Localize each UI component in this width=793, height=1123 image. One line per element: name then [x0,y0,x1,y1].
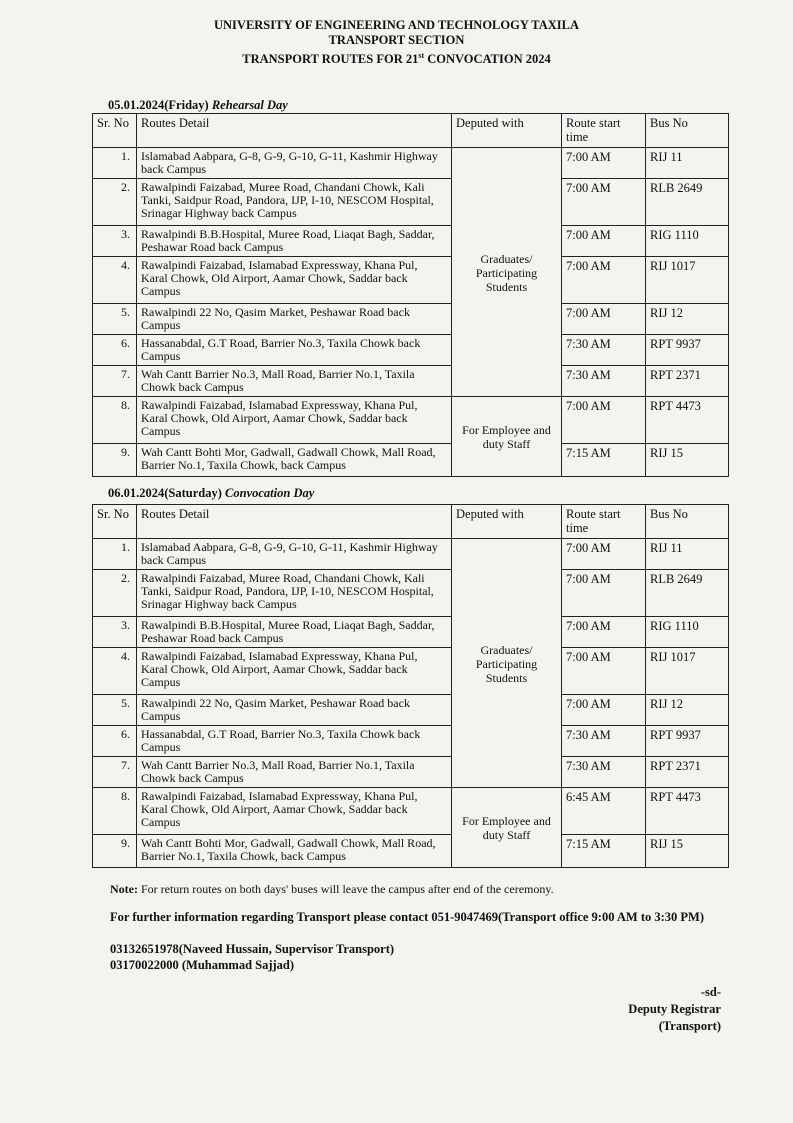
bus-number: RIJ 11 [646,539,729,570]
bus-number: RIG 1110 [646,226,729,257]
route-start-time: 7:00 AM [562,397,646,444]
route-start-time: 7:30 AM [562,726,646,757]
col-bus: Bus No [646,505,729,539]
day1-date: 05.01.2024(Friday) [108,98,209,112]
day1-routes-table [92,113,729,477]
route-start-time: 7:00 AM [562,539,646,570]
bus-number: RPT 2371 [646,366,729,397]
deputed-staff: For Employee and duty Staff [452,788,562,868]
route-serial: 9. [93,444,137,477]
route-detail: Wah Cantt Bohti Mor, Gadwall, Gadwall Chowk, Mall Road, Barrier No.1, Taxila Chowk, back Campus [137,444,452,477]
document-title: TRANSPORT ROUTES FOR 21st CONVOCATION 2024 [242,51,551,67]
day2-label: Convocation Day [225,486,315,500]
return-note [110,882,554,897]
bus-number: RPT 4473 [646,397,729,444]
col-start-time: Route start time [562,505,646,539]
route-detail: Rawalpindi B.B.Hospital, Muree Road, Liaqat Bagh, Saddar, Peshawar Road back Campus [137,617,452,648]
route-serial: 2. [93,179,137,226]
route-start-time: 7:15 AM [562,835,646,868]
contact-sajjad: 03170022000 (Muhammad Sajjad) [110,958,295,972]
route-row [93,366,729,397]
route-serial: 4. [93,257,137,304]
route-detail: Rawalpindi 22 No, Qasim Market, Peshawar Road back Campus [137,695,452,726]
route-serial: 3. [93,617,137,648]
bus-number: RPT 9937 [646,335,729,366]
contact-naveed: 03132651978(Naveed Hussain, Supervisor Transport) [110,942,395,956]
route-row [93,788,729,835]
route-row [93,570,729,617]
note-label: Note: [110,882,138,896]
day2-routes-table [92,504,729,868]
signatory-title: Deputy Registrar [628,1002,721,1016]
route-serial: 6. [93,726,137,757]
route-detail: Rawalpindi Faizabad, Islamabad Expressway, Khana Pul, Karal Chowk, Old Airport, Aamar Chowk, Saddar back Campus [137,397,452,444]
signature-block [628,984,721,1035]
route-row [93,444,729,477]
bus-number: RPT 2371 [646,757,729,788]
route-start-time: 7:00 AM [562,148,646,179]
route-serial: 8. [93,788,137,835]
note-text: For return routes on both days' buses will leave the campus after end of the ceremony. [137,882,554,896]
route-row [93,726,729,757]
route-detail: Rawalpindi Faizabad, Muree Road, Chandani Chowk, Kali Tanki, Saidpur Road, Pandora, IJP, I-10, NESCOM Hospital, Srinagar Highway back Campus [137,179,452,226]
route-detail: Rawalpindi 22 No, Qasim Market, Peshawar Road back Campus [137,304,452,335]
route-row [93,179,729,226]
section-name: TRANSPORT SECTION [328,33,465,47]
route-row [93,617,729,648]
route-row [93,257,729,304]
route-detail: Rawalpindi Faizabad, Islamabad Expressway, Khana Pul, Karal Chowk, Old Airport, Aamar Chowk, Saddar back Campus [137,648,452,695]
route-serial: 1. [93,148,137,179]
bus-number: RIJ 15 [646,835,729,868]
route-serial: 6. [93,335,137,366]
route-start-time: 7:00 AM [562,695,646,726]
day1-label: Rehearsal Day [211,98,288,112]
day1-title [108,98,288,113]
day2-title [108,486,314,501]
route-detail: Rawalpindi B.B.Hospital, Muree Road, Liaqat Bagh, Saddar, Peshawar Road back Campus [137,226,452,257]
route-start-time: 7:00 AM [562,179,646,226]
route-serial: 1. [93,539,137,570]
route-row [93,539,729,570]
route-detail: Islamabad Aabpara, G-8, G-9, G-10, G-11, Kashmir Highway back Campus [137,539,452,570]
route-start-time: 7:00 AM [562,226,646,257]
col-routes: Routes Detail [137,505,452,539]
university-name: UNIVERSITY OF ENGINEERING AND TECHNOLOGY TAXILA [214,18,579,32]
route-detail: Wah Cantt Barrier No.3, Mall Road, Barrier No.1, Taxila Chowk back Campus [137,366,452,397]
route-detail: Wah Cantt Bohti Mor, Gadwall, Gadwall Chowk, Mall Road, Barrier No.1, Taxila Chowk, back Campus [137,835,452,868]
route-serial: 8. [93,397,137,444]
route-start-time: 6:45 AM [562,788,646,835]
col-start-time: Route start time [562,114,646,148]
route-serial: 7. [93,366,137,397]
route-row [93,335,729,366]
route-detail: Rawalpindi Faizabad, Muree Road, Chandani Chowk, Kali Tanki, Saidpur Road, Pandora, IJP, I-10, NESCOM Hospital, Srinagar Highway back Campus [137,570,452,617]
col-deputed: Deputed with [452,505,562,539]
bus-number: RLB 2649 [646,179,729,226]
col-sr: Sr. No [93,505,137,539]
deputed-graduates: Graduates/ Participating Students [452,539,562,788]
signature-sd: -sd- [700,985,721,999]
route-detail: Hassanabdal, G.T Road, Barrier No.3, Taxila Chowk back Campus [137,726,452,757]
bus-number: RIG 1110 [646,617,729,648]
route-detail: Islamabad Aabpara, G-8, G-9, G-10, G-11, Kashmir Highway back Campus [137,148,452,179]
route-start-time: 7:30 AM [562,335,646,366]
col-sr: Sr. No [93,114,137,148]
contact-info: For further information regarding Transport please contact 051-9047469(Transport office 9:00 AM to 3:30 PM) [110,910,705,924]
bus-number: RLB 2649 [646,570,729,617]
contact-list [110,941,394,973]
col-deputed: Deputed with [452,114,562,148]
bus-number: RPT 9937 [646,726,729,757]
route-detail: Wah Cantt Barrier No.3, Mall Road, Barrier No.1, Taxila Chowk back Campus [137,757,452,788]
route-start-time: 7:00 AM [562,648,646,695]
route-start-time: 7:00 AM [562,570,646,617]
bus-number: RIJ 12 [646,695,729,726]
bus-number: RIJ 11 [646,148,729,179]
route-serial: 3. [93,226,137,257]
day2-date: 06.01.2024(Saturday) [108,486,222,500]
bus-number: RIJ 1017 [646,257,729,304]
route-start-time: 7:00 AM [562,617,646,648]
route-row [93,226,729,257]
route-row [93,757,729,788]
deputed-graduates: Graduates/ Participating Students [452,148,562,397]
col-routes: Routes Detail [137,114,452,148]
bus-number: RPT 4473 [646,788,729,835]
col-bus: Bus No [646,114,729,148]
route-start-time: 7:30 AM [562,366,646,397]
bus-number: RIJ 15 [646,444,729,477]
route-row [93,648,729,695]
bus-number: RIJ 12 [646,304,729,335]
route-row [93,397,729,444]
route-start-time: 7:30 AM [562,757,646,788]
route-serial: 4. [93,648,137,695]
route-detail: Rawalpindi Faizabad, Islamabad Expressway, Khana Pul, Karal Chowk, Old Airport, Aamar Chowk, Saddar back Campus [137,257,452,304]
route-detail: Hassanabdal, G.T Road, Barrier No.3, Taxila Chowk back Campus [137,335,452,366]
route-row [93,695,729,726]
route-row [93,148,729,179]
document-header [0,18,793,67]
route-start-time: 7:15 AM [562,444,646,477]
route-serial: 9. [93,835,137,868]
route-serial: 7. [93,757,137,788]
route-start-time: 7:00 AM [562,257,646,304]
deputed-staff: For Employee and duty Staff [452,397,562,477]
bus-number: RIJ 1017 [646,648,729,695]
route-detail: Rawalpindi Faizabad, Islamabad Expressway, Khana Pul, Karal Chowk, Old Airport, Aamar Chowk, Saddar back Campus [137,788,452,835]
route-serial: 5. [93,304,137,335]
route-row [93,835,729,868]
route-serial: 2. [93,570,137,617]
route-serial: 5. [93,695,137,726]
signatory-office: (Transport) [658,1019,721,1033]
route-start-time: 7:00 AM [562,304,646,335]
route-row [93,304,729,335]
